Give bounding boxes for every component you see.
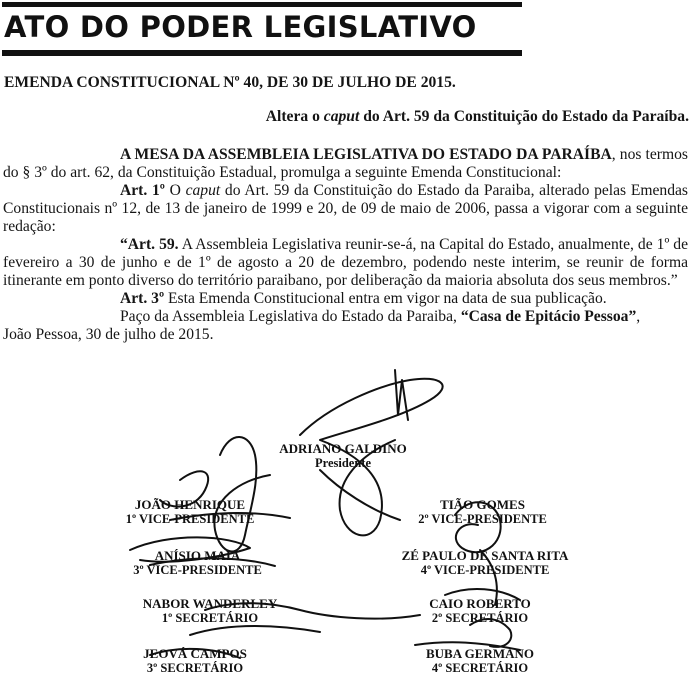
signatory-4-vice-president — [380, 548, 590, 578]
paco-text: Paço da Assembleia Legislativa do Estado da Paraiba, — [120, 308, 461, 325]
paragraph-art-3 — [3, 290, 688, 308]
section-header-title: ATO DO PODER LEGISLATIVO — [4, 10, 477, 44]
paragraph-art-59-quote — [3, 236, 688, 290]
amendment-ementa — [266, 108, 689, 126]
art-1-caput: caput — [185, 182, 221, 199]
signatory-name: CAIO ROBERTO — [429, 596, 531, 611]
signatory-1-secretary — [125, 596, 295, 626]
signatory-role: 2º VICE-PRESIDENTE — [418, 512, 547, 526]
preamble-rest: , nos termos do § 3º do art. 62, da Constituição Estadual, promulga a seguinte Emenda Constitucional: — [3, 146, 688, 181]
signatory-name: BUBA GERMANO — [426, 646, 534, 661]
header-bottom-rule — [2, 50, 522, 56]
art-1-text-a: O — [164, 182, 186, 199]
signatory-2-vice-president — [395, 497, 570, 527]
art-3-text: Esta Emenda Constitucional entra em vigor na data de sua publicação. — [164, 290, 607, 307]
art-1-label: Art. 1º — [120, 182, 165, 199]
ementa-prefix: Altera o — [265, 108, 324, 125]
paco-end: , — [636, 308, 641, 325]
signatory-role: 2º SECRETÁRIO — [431, 611, 529, 625]
paco-casa: “Casa de Epitácio Pessoa” — [460, 308, 637, 325]
amendment-title: EMENDA CONSTITUCIONAL Nº 40, DE 30 DE JULHO DE 2015. — [4, 74, 456, 91]
signatory-name: TIÃO GOMES — [440, 497, 525, 512]
date-line: João Pessoa, 30 de julho de 2015. — [3, 326, 214, 343]
signatory-role: 3º VICE-PRESIDENTE — [133, 563, 262, 577]
paragraph-paco — [3, 308, 688, 326]
art-59-text: A Assembleia Legislativa reunir-se-á, na Capital do Estado, anualmente, de 1º de fevereiro a 30 de junho e de 1º de agosto a 20 de dezembro, podendo neste interim, se reunir de forma itinerante em ponto diverso do território paraibano, por deliberação da maioria absoluta dos seus membros.” — [3, 236, 688, 289]
signatory-name: ANÍSIO MAIA — [154, 548, 241, 563]
signatory-role: 1º SECRETÁRIO — [161, 611, 259, 625]
signatory-role: 4º SECRETÁRIO — [431, 661, 529, 675]
paragraph-art-1 — [3, 182, 688, 236]
signatory-4-secretary — [405, 646, 555, 676]
paragraph-date — [3, 326, 688, 344]
amendment-body — [3, 146, 688, 344]
paragraph-preamble — [3, 146, 688, 182]
signatory-1-vice-president — [105, 497, 275, 527]
signatory-3-vice-president — [110, 548, 285, 578]
signatory-2-secretary — [405, 596, 555, 626]
signatory-name: JOÃO HENRIQUE — [134, 497, 246, 512]
signatory-3-secretary — [120, 646, 270, 676]
ementa-suffix: do Art. 59 da Constituição do Estado da Paraíba. — [359, 108, 689, 125]
art-1-text-b: do Art. 59 da Constituição do Estado da Paraiba, alterado pelas Emendas Constitucionais nº 12, de 13 de janeiro de 1999 e 20, de 09 de maio de 2006, passa a vigorar com a seguinte redação: — [3, 182, 688, 235]
signatory-role: Presidente — [314, 456, 371, 470]
signatory-role: 4º VICE-PRESIDENTE — [420, 563, 550, 577]
signatory-role: 3º SECRETÁRIO — [146, 661, 244, 675]
art-59-label: “Art. 59. — [120, 236, 179, 253]
art-3-label: Art. 3º — [120, 290, 165, 307]
ementa-caput: caput — [323, 108, 360, 125]
signatory-name: ADRIANO GALDINO — [279, 441, 407, 456]
header-top-rule — [2, 2, 522, 7]
preamble-mesa: A MESA DA ASSEMBLEIA LEGISLATIVA DO ESTADO DA PARAÍBA — [120, 146, 612, 163]
signatory-name: JEOVÁ CAMPOS — [143, 646, 247, 661]
signatory-name: NABOR WANDERLEY — [142, 596, 278, 611]
signatory-role: 1º VICE-PRESIDENTE — [125, 512, 255, 526]
signatory-name: ZÉ PAULO DE SANTA RITA — [401, 548, 569, 563]
signatory-president — [278, 441, 408, 471]
